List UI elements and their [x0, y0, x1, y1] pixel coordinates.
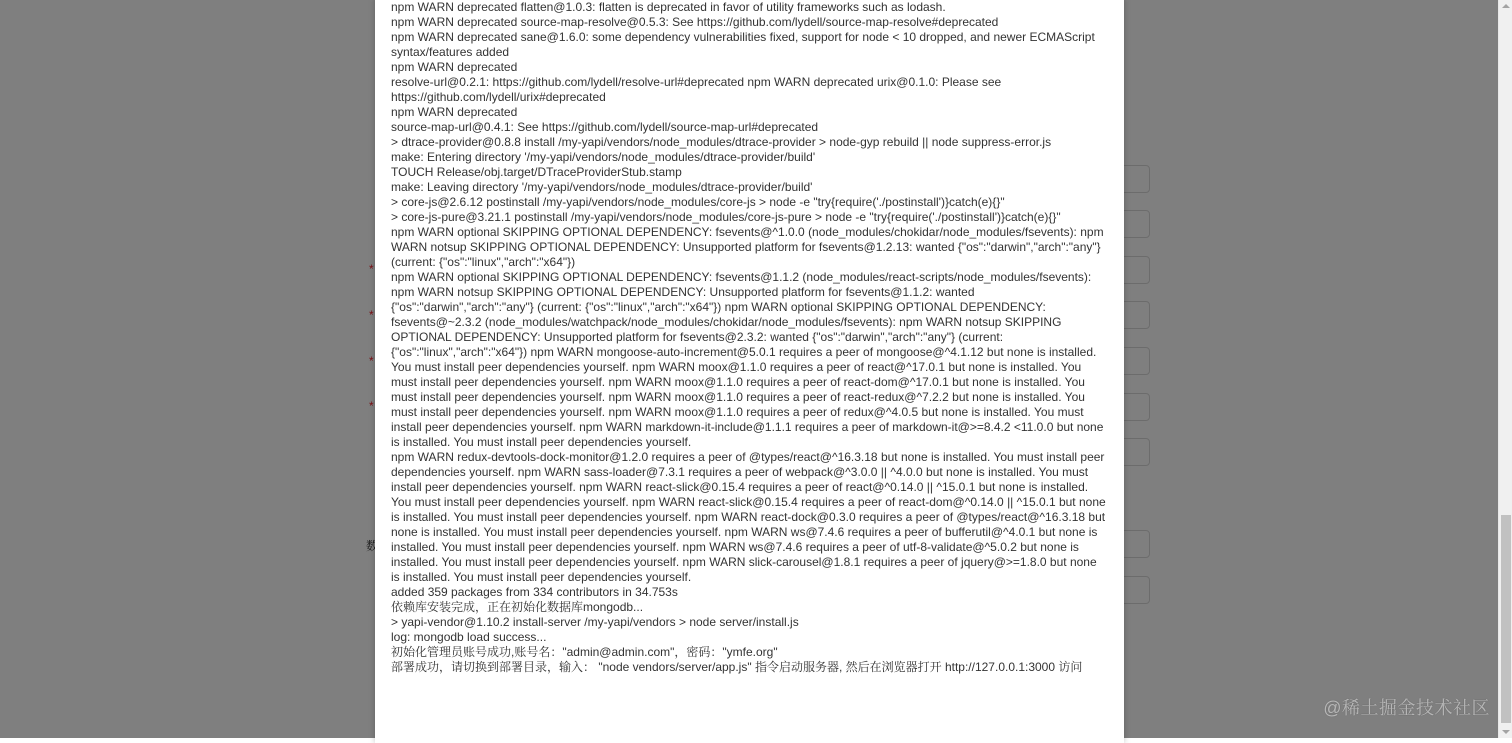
scrollbar-thumb[interactable]	[1501, 515, 1511, 723]
install-log-modal	[375, 0, 1124, 743]
log-line: > core-js-pure@3.21.1 postinstall /my-yapi/vendors/node_modules/core-js-pure > node -e "try{require('./postinstall')}catch(e){}"	[391, 210, 1061, 224]
watermark: @稀土掘金技术社区	[1323, 698, 1490, 718]
log-line: 部署成功，请切换到部署目录，输入： "node vendors/server/app.js" 指令启动服务器, 然后在浏览器打开 http://127.0.0.1:3000 访问	[391, 660, 1083, 674]
log-line: 初始化管理员账号成功,账号名："admin@admin.com"，密码："ymfe.org"	[391, 645, 778, 659]
install-log	[391, 0, 1108, 675]
scroll-up-arrow-icon[interactable]	[1502, 4, 1510, 8]
log-line: resolve-url@0.2.1: https://github.com/lydell/resolve-url#deprecated npm WARN deprecated urix@0.1.0: Please see https://github.com/lydell/urix#deprecated	[391, 75, 1002, 104]
page-scrollbar[interactable]	[1498, 0, 1512, 738]
log-line: npm WARN optional SKIPPING OPTIONAL DEPENDENCY: fsevents@^1.0.0 (node_modules/chokidar/node_modules/fsevents): npm WARN notsup SKIPPING OPTIONAL DEPENDENCY: Unsupported platform for fsevents@1.2.13: wanted {"os":"darwin","arch":"any"} (current: {"os":"linux","arch":"x64"})	[391, 225, 1104, 269]
log-line: npm WARN deprecated flatten@1.0.3: flatten is deprecated in favor of utility frameworks such as lodash.	[391, 0, 946, 14]
log-line: 依赖库安装完成，正在初始化数据库mongodb...	[391, 600, 644, 614]
log-line: make: Leaving directory '/my-yapi/vendors/node_modules/dtrace-provider/build'	[391, 180, 813, 194]
log-line: log: mongodb load success...	[391, 630, 547, 644]
log-line: npm WARN redux-devtools-dock-monitor@1.2.0 requires a peer of @types/react@^16.3.18 but none is installed. You must install peer dependencies yourself. npm WARN sass-loader@7.3.1 requires a peer of webpack@^3.0.0 || ^4.0.0 but none is installed. You must install peer dependencies yourself. npm WARN react-slick@0.15.4 requires a peer of react@^0.14.0 || ^15.0.1 but none is installed. You must install peer dependencies yourself. npm WARN react-slick@0.15.4 requires a peer of react-dom@^0.14.0 || ^15.0.1 but none is installed. You must install peer dependencies yourself. npm WARN react-dock@0.3.0 requires a peer of @types/react@^16.3.18 but none is installed. You must install peer dependencies yourself. npm WARN ws@7.4.6 requires a peer of bufferutil@^4.0.1 but none is installed. You must install peer dependencies yourself. npm WARN ws@7.4.6 requires a peer of utf-8-validate@^5.0.2 but none is installed. You must install peer dependencies yourself. npm WARN slick-carousel@1.8.1 requires a peer of jquery@>=1.8.0 but none is installed. You must install peer dependencies yourself.	[391, 450, 1106, 584]
log-line: make: Entering directory '/my-yapi/vendors/node_modules/dtrace-provider/build'	[391, 150, 816, 164]
log-line: > yapi-vendor@1.10.2 install-server /my-yapi/vendors > node server/install.js	[391, 615, 799, 629]
log-line: TOUCH Release/obj.target/DTraceProviderStub.stamp	[391, 165, 682, 179]
log-line: > core-js@2.6.12 postinstall /my-yapi/vendors/node_modules/core-js > node -e "try{require('./postinstall')}catch(e){}"	[391, 195, 1005, 209]
log-line: npm WARN optional SKIPPING OPTIONAL DEPENDENCY: fsevents@1.1.2 (node_modules/react-scripts/node_modules/fsevents): npm WARN notsup SKIPPING OPTIONAL DEPENDENCY: Unsupported platform for fsevents@1.1.2: wanted {"os":"darwin","arch":"any"} (current: {"os":"linux","arch":"x64"}) npm WARN optional SKIPPING OPTIONAL DEPENDENCY: fsevents@~2.3.2 (node_modules/watchpack/node_modules/chokidar/node_modules/fsevents): npm WARN notsup SKIPPING OPTIONAL DEPENDENCY: Unsupported platform for fsevents@2.3.2: wanted {"os":"darwin","arch":"any"} (current: {"os":"linux","arch":"x64"}) npm WARN mongoose-auto-increment@5.0.1 requires a peer of mongoose@^4.1.12 but none is installed. You must install peer dependencies yourself. npm WARN moox@1.1.0 requires a peer of react@^17.0.1 but none is installed. You must install peer dependencies yourself. npm WARN moox@1.1.0 requires a peer of react-dom@^17.0.1 but none is installed. You must install peer dependencies yourself. npm WARN moox@1.1.0 requires a peer of react-redux@^7.2.2 but none is installed. You must install peer dependencies yourself. npm WARN moox@1.1.0 requires a peer of redux@^4.0.5 but none is installed. You must install peer dependencies yourself. npm WARN markdown-it-include@1.1.1 requires a peer of markdown-it@>=8.4.2 <11.0.0 but none is installed. You must install peer dependencies yourself.	[391, 270, 1104, 449]
log-line: added 359 packages from 334 contributors in 34.753s	[391, 585, 678, 599]
log-line: > dtrace-provider@0.8.8 install /my-yapi/vendors/node_modules/dtrace-provider > node-gyp rebuild || node suppress-error.js	[391, 135, 1052, 149]
log-line: npm WARN deprecated	[391, 105, 518, 119]
log-line: npm WARN deprecated	[391, 60, 518, 74]
scroll-down-arrow-icon[interactable]	[1502, 730, 1510, 734]
log-line: source-map-url@0.4.1: See https://github.com/lydell/source-map-url#deprecated	[391, 120, 819, 134]
log-line: npm WARN deprecated source-map-resolve@0.5.3: See https://github.com/lydell/source-map-resolve#deprecated	[391, 15, 999, 29]
log-line: npm WARN deprecated sane@1.6.0: some dependency vulnerabilities fixed, support for node < 10 dropped, and newer ECMAScript syntax/features added	[391, 30, 1095, 59]
